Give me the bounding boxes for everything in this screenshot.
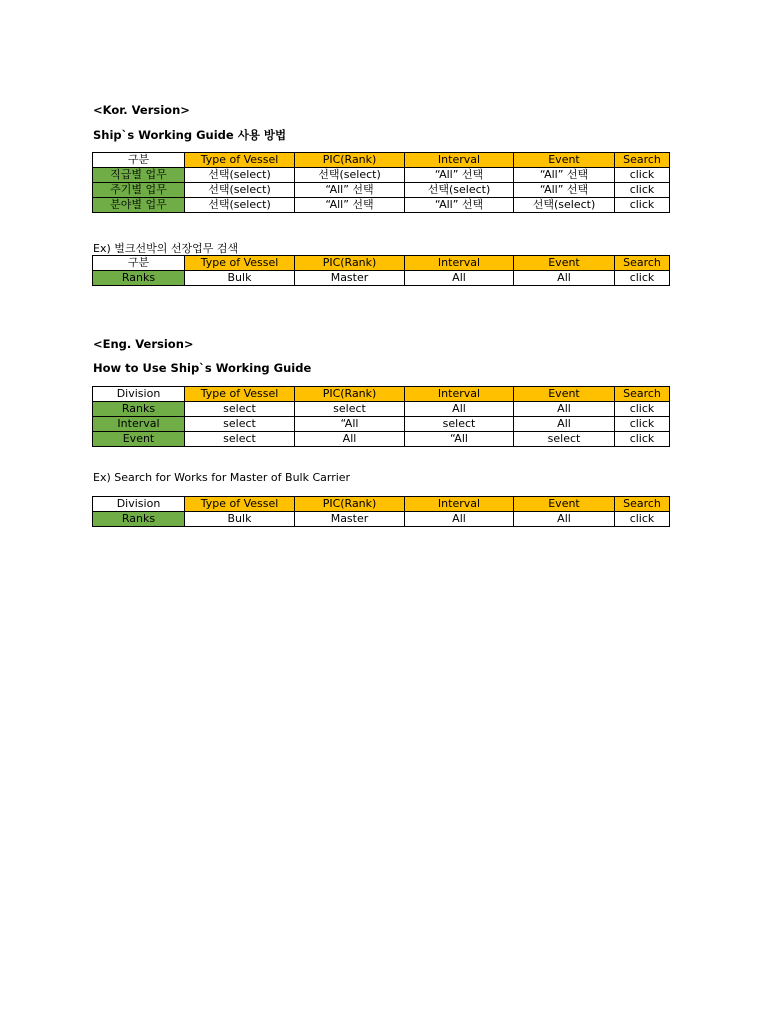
table-cell: “All	[405, 432, 514, 447]
table-cell: All	[405, 271, 514, 286]
table-cell: 선택(select)	[185, 168, 295, 183]
eng-version-label: <Eng. Version>	[93, 337, 194, 351]
table-cell: All	[514, 271, 615, 286]
table-cell: “All” 선택	[405, 198, 514, 213]
eng-example-table	[92, 496, 670, 527]
table-row	[93, 432, 670, 447]
table-cell: 선택(select)	[295, 168, 405, 183]
header-cell-type-of-vessel: Type of Vessel	[185, 497, 295, 512]
header-cell-event: Event	[514, 387, 615, 402]
table-cell: select	[405, 417, 514, 432]
table-header-row	[93, 497, 670, 512]
header-cell-division: 구분	[93, 153, 185, 168]
row-label: Ranks	[93, 402, 185, 417]
table-cell: “All	[295, 417, 405, 432]
header-cell-interval: Interval	[405, 497, 514, 512]
table-cell: “All” 선택	[405, 168, 514, 183]
kor-guide-title: Ship`s Working Guide 사용 방법	[93, 128, 287, 142]
row-label: Ranks	[93, 512, 185, 527]
header-cell-type-of-vessel: Type of Vessel	[185, 256, 295, 271]
table-cell: Bulk	[185, 512, 295, 527]
header-cell-search: Search	[615, 387, 670, 402]
table-cell: 선택(select)	[185, 198, 295, 213]
header-cell-interval: Interval	[405, 387, 514, 402]
table-cell: All	[514, 402, 615, 417]
table-header-row	[93, 387, 670, 402]
table-row	[93, 417, 670, 432]
row-label: 분야별 업무	[93, 198, 185, 213]
eng-guide-title: How to Use Ship`s Working Guide	[93, 361, 312, 375]
table-row	[93, 271, 670, 286]
table-cell: 선택(select)	[514, 198, 615, 213]
header-cell-pic-rank: PIC(Rank)	[295, 153, 405, 168]
header-cell-pic-rank: PIC(Rank)	[295, 497, 405, 512]
header-cell-event: Event	[514, 497, 615, 512]
table-cell: click	[615, 432, 670, 447]
table-cell: select	[185, 417, 295, 432]
header-cell-interval: Interval	[405, 256, 514, 271]
header-cell-event: Event	[514, 256, 615, 271]
header-cell-search: Search	[615, 153, 670, 168]
table-cell: Master	[295, 512, 405, 527]
header-cell-pic-rank: PIC(Rank)	[295, 256, 405, 271]
table-cell: “All” 선택	[295, 198, 405, 213]
header-cell-type-of-vessel: Type of Vessel	[185, 387, 295, 402]
eng-usage-table	[92, 386, 670, 447]
table-row	[93, 402, 670, 417]
table-cell: click	[615, 183, 670, 198]
table-cell: select	[185, 432, 295, 447]
table-cell: All	[514, 512, 615, 527]
header-cell-interval: Interval	[405, 153, 514, 168]
table-header-row	[93, 256, 670, 271]
eng-example-caption: Ex) Search for Works for Master of Bulk Carrier	[93, 471, 351, 484]
table-row	[93, 198, 670, 213]
table-cell: 선택(select)	[405, 183, 514, 198]
header-cell-search: Search	[615, 256, 670, 271]
table-cell: select	[514, 432, 615, 447]
table-cell: click	[615, 402, 670, 417]
header-cell-pic-rank: PIC(Rank)	[295, 387, 405, 402]
table-row	[93, 183, 670, 198]
table-cell: Bulk	[185, 271, 295, 286]
row-label: Event	[93, 432, 185, 447]
row-label: Ranks	[93, 271, 185, 286]
table-cell: “All” 선택	[295, 183, 405, 198]
header-cell-division: Division	[93, 387, 185, 402]
table-cell: 선택(select)	[185, 183, 295, 198]
table-cell: click	[615, 168, 670, 183]
table-cell: select	[295, 402, 405, 417]
kor-example-table	[92, 255, 670, 286]
table-cell: click	[615, 417, 670, 432]
header-cell-division: 구분	[93, 256, 185, 271]
table-row	[93, 168, 670, 183]
table-cell: click	[615, 512, 670, 527]
header-cell-event: Event	[514, 153, 615, 168]
kor-version-label: <Kor. Version>	[93, 103, 190, 117]
header-cell-search: Search	[615, 497, 670, 512]
table-cell: All	[405, 512, 514, 527]
table-header-row	[93, 153, 670, 168]
row-label: Interval	[93, 417, 185, 432]
table-cell: All	[295, 432, 405, 447]
kor-usage-table	[92, 152, 670, 213]
row-label: 직급별 업무	[93, 168, 185, 183]
table-cell: All	[405, 402, 514, 417]
row-label: 주기별 업무	[93, 183, 185, 198]
table-cell: All	[514, 417, 615, 432]
table-cell: “All” 선택	[514, 168, 615, 183]
table-cell: click	[615, 198, 670, 213]
table-row	[93, 512, 670, 527]
table-cell: Master	[295, 271, 405, 286]
header-cell-type-of-vessel: Type of Vessel	[185, 153, 295, 168]
kor-example-caption: Ex) 벌크선박의 선장업무 검색	[93, 242, 239, 255]
header-cell-division: Division	[93, 497, 185, 512]
table-cell: “All” 선택	[514, 183, 615, 198]
table-cell: select	[185, 402, 295, 417]
table-cell: click	[615, 271, 670, 286]
